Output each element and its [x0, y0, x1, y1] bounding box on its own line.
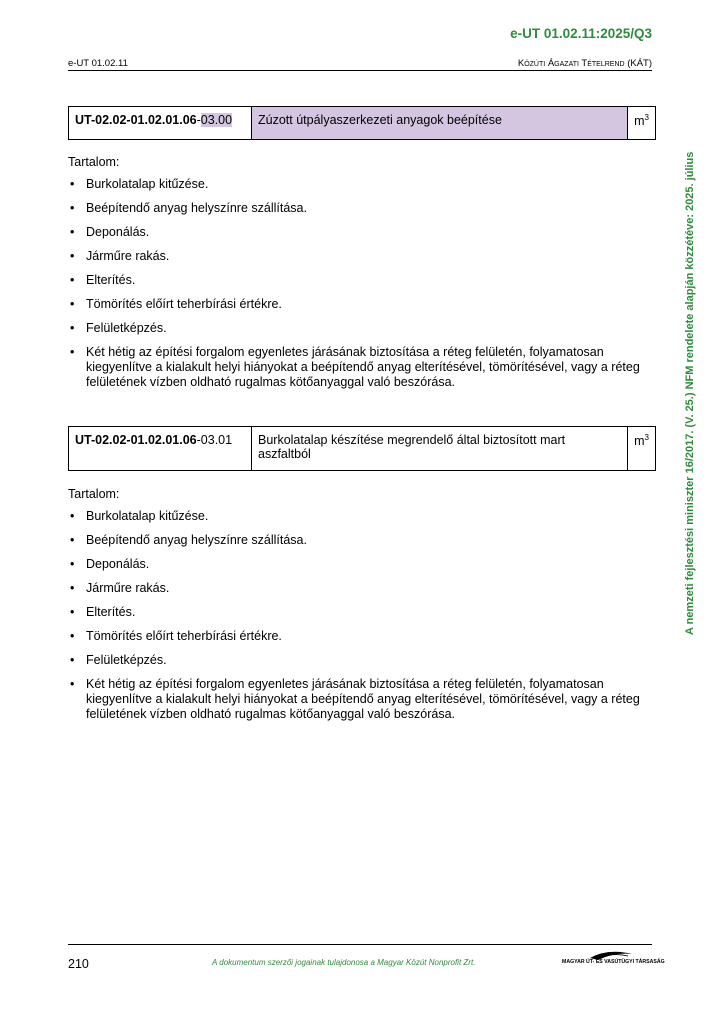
- list-item: [68, 297, 656, 312]
- item-unit-sup: 3: [644, 433, 649, 442]
- item-code-dash: -: [196, 113, 201, 127]
- item-code: [69, 427, 252, 471]
- list-item: [68, 177, 656, 192]
- bullet-icon: •: [70, 605, 75, 619]
- item-code-suffix: 03.01: [200, 433, 233, 447]
- list-item-text: Deponálás.: [86, 225, 150, 239]
- list-item: [68, 557, 656, 572]
- bullet-icon: •: [70, 177, 75, 191]
- item-description: Zúzott útpályaszerkezeti anyagok beépítése: [252, 107, 628, 140]
- item-contents: [68, 487, 656, 731]
- list-item-text: Deponálás.: [86, 557, 150, 571]
- contents-list: [68, 509, 656, 722]
- header-right: Közúti Ágazati Tételrend (KÁT): [517, 58, 652, 69]
- item-table: [68, 426, 656, 471]
- list-item-text: Két hétig az építési forgalom egyenletes járásának biztosítása a réteg felületén, folyamatosan kiegyenlítve a kialakult helyi hiányokat a beépítendő anyag elterítésével, tömörítésével, vagy a réteg felületének vízben oldható rugalmas kötőanyaggal való beszórása.: [86, 677, 640, 721]
- list-item-text: Elterítés.: [86, 273, 136, 287]
- bullet-icon: •: [70, 533, 75, 547]
- doc-id: e-UT 01.02.11:2025/Q3: [510, 26, 652, 41]
- bullet-icon: •: [70, 273, 75, 287]
- list-item-text: Felületképzés.: [86, 653, 167, 667]
- list-item: [68, 581, 656, 596]
- bullet-icon: •: [70, 321, 75, 335]
- list-item-text: Járműre rakás.: [86, 249, 170, 263]
- item-code: [69, 107, 252, 140]
- bullet-icon: •: [70, 509, 75, 523]
- list-item: [68, 605, 656, 620]
- item-code-dash: -: [196, 433, 201, 447]
- list-item-text: Tömörítés előírt teherbírási értékre.: [86, 629, 282, 643]
- side-note: A nemzeti fejlesztési miniszter 16/2017. (V. 25.) NFM rendelete alapján közzétéve: 2025. július: [684, 151, 696, 635]
- item-description: Burkolatalap készítése megrendelő által biztosított mart aszfaltból: [252, 427, 628, 471]
- list-item-text: Beépítendő anyag helyszínre szállítása.: [86, 201, 307, 215]
- bullet-icon: •: [70, 345, 75, 359]
- footer-rule: [68, 944, 652, 945]
- header-rule: [68, 70, 652, 71]
- list-item: [68, 533, 656, 548]
- list-item-text: Beépítendő anyag helyszínre szállítása.: [86, 533, 307, 547]
- bullet-icon: •: [70, 225, 75, 239]
- contents-list: [68, 177, 656, 390]
- list-item: [68, 629, 656, 644]
- item-code-prefix: UT-02.02-01.02.01.06: [75, 113, 197, 127]
- list-item: [68, 201, 656, 216]
- list-item: [68, 345, 656, 390]
- list-item: [68, 321, 656, 336]
- item-code-suffix: 03.00: [200, 113, 233, 127]
- contents-label: Tartalom:: [68, 155, 120, 169]
- bullet-icon: •: [70, 653, 75, 667]
- logo-text: MAGYAR ÚT- ÉS VASÚTÜGYI TÁRSASÁG: [562, 959, 665, 965]
- copyright-note: A dokumentum szerzői jogainak tulajdonosa a Magyar Közút Nonprofit Zrt.: [212, 958, 476, 967]
- list-item-text: Járműre rakás.: [86, 581, 170, 595]
- header-left: e-UT 01.02.11: [68, 58, 128, 69]
- bullet-icon: •: [70, 677, 75, 691]
- list-item-text: Burkolatalap kitűzése.: [86, 509, 209, 523]
- bullet-icon: •: [70, 629, 75, 643]
- item-contents: [68, 155, 656, 399]
- list-item: [68, 249, 656, 264]
- list-item: [68, 677, 656, 722]
- list-item: [68, 225, 656, 240]
- bullet-icon: •: [70, 557, 75, 571]
- page-number: 210: [68, 957, 89, 971]
- item-unit-base: m: [634, 434, 645, 449]
- contents-label: Tartalom:: [68, 487, 120, 501]
- item-unit: [628, 107, 656, 140]
- bullet-icon: •: [70, 201, 75, 215]
- list-item-text: Burkolatalap kitűzése.: [86, 177, 209, 191]
- item-unit-base: m: [634, 114, 645, 129]
- item-unit: [628, 427, 656, 471]
- bullet-icon: •: [70, 581, 75, 595]
- item-code-prefix: UT-02.02-01.02.01.06: [75, 433, 197, 447]
- list-item-text: Két hétig az építési forgalom egyenletes járásának biztosítása a réteg felületén, folyamatosan kiegyenlítve a kialakult helyi hiányokat a beépítendő anyag elterítésével, tömörítésével, vagy a réteg felületének vízben oldható rugalmas kötőanyaggal való beszórása.: [86, 345, 640, 389]
- list-item: [68, 273, 656, 288]
- list-item-text: Felületképzés.: [86, 321, 167, 335]
- list-item-text: Elterítés.: [86, 605, 136, 619]
- list-item: [68, 653, 656, 668]
- bullet-icon: •: [70, 249, 75, 263]
- item-table: [68, 106, 656, 140]
- bullet-icon: •: [70, 297, 75, 311]
- list-item: [68, 509, 656, 524]
- list-item-text: Tömörítés előírt teherbírási értékre.: [86, 297, 282, 311]
- item-unit-sup: 3: [644, 113, 649, 122]
